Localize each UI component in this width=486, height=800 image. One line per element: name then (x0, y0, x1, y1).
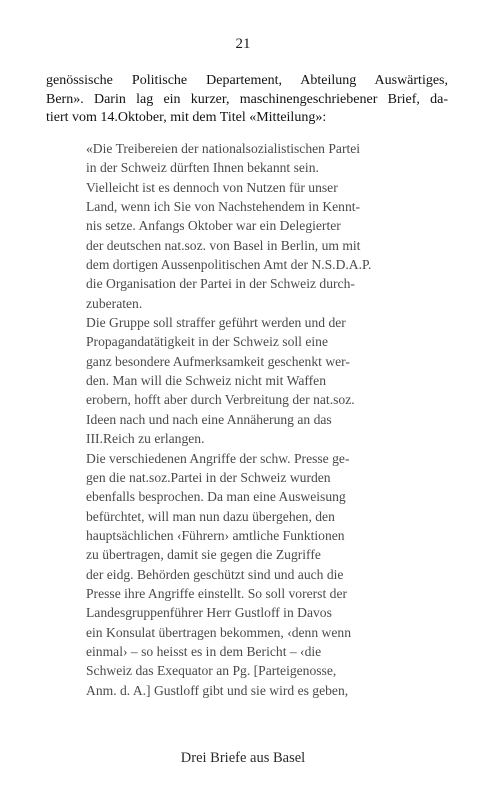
quote-line: ganz besondere Aufmerksamkeit geschenkt wer- (86, 353, 350, 369)
quote-line: Die verschiedenen Angriffe der schw. Presse ge- (86, 450, 350, 466)
intro-line: genössische Politische Departement, Abteilung Auswärtiges, (46, 73, 448, 88)
intro-line: tiert vom 14.Oktober, mit dem Titel «Mitteilung»: (46, 110, 327, 126)
quote-line: Ideen nach und nach eine Annäherung an das (86, 411, 332, 427)
intro-paragraph (46, 72, 448, 128)
quote-line: erobern, hofft aber durch Verbreitung der nat.soz. (86, 392, 355, 408)
quote-line: zu übertragen, damit sie gegen die Zugriffe (86, 547, 321, 563)
quote-line: ein Konsulat übertragen bekommen, ‹denn wenn (86, 624, 351, 640)
quote-line: hauptsächlichen ‹Führern› amtliche Funktionen (86, 527, 345, 543)
quote-line: Schweiz das Exequator an Pg. [Parteigenosse, (86, 663, 337, 679)
quote-line: «Die Treibereien der nationalsozialistischen Partei (86, 141, 361, 156)
running-footer: Drei Briefe aus Basel (180, 750, 306, 766)
quote-line: die Organisation der Partei in der Schweiz durch- (86, 276, 355, 292)
quote-line: den. Man will die Schweiz nicht mit Waffen (86, 373, 327, 389)
quote-line: III.Reich zu erlangen. (86, 431, 205, 447)
page-number: 21 (235, 36, 251, 52)
quote-line: nis setze. Anfangs Oktober war ein Delegierter (86, 218, 341, 234)
quote-line: Presse ihre Angriffe einstellt. So soll vorerst der (86, 585, 348, 601)
quote-line: Land, wenn ich Sie von Nachstehendem in Kennt- (86, 199, 361, 215)
quoted-letter (86, 139, 384, 700)
quote-line: Anm. d. A.] Gustloff gibt und sie wird es geben, (86, 682, 349, 698)
quote-line: Landesgruppenführer Herr Gustloff in Davos (86, 605, 332, 621)
quote-line: Vielleicht ist es dennoch von Nutzen für unser (86, 179, 338, 195)
intro-line: Bern». Darin lag ein kurzer, maschinengeschriebener Brief, da- (46, 91, 448, 107)
quote-line: der eidg. Behörden geschützt sind und auch die (86, 566, 344, 582)
quote-line: einmal› – so heisst es in dem Bericht – ‹die (86, 643, 322, 659)
quote-line: zuberaten. (86, 295, 143, 311)
quote-line: befürchtet, will man nun dazu übergehen, den (86, 508, 335, 524)
quote-line: Propagandatätigkeit in der Schweiz soll eine (86, 334, 328, 350)
quote-line: ebenfalls besprochen. Da man eine Ausweisung (86, 489, 346, 505)
quote-line: gen die nat.soz.Partei in der Schweiz wurden (86, 469, 331, 485)
quote-line: dem dortigen Aussenpolitischen Amt der N.S.D.A.P. (86, 257, 372, 273)
quote-line: Die Gruppe soll straffer geführt werden und der (86, 315, 346, 331)
quote-line: der deutschen nat.soz. von Basel in Berlin, um mit (86, 237, 361, 253)
quote-line: in der Schweiz dürften Ihnen bekannt sein. (86, 160, 319, 176)
